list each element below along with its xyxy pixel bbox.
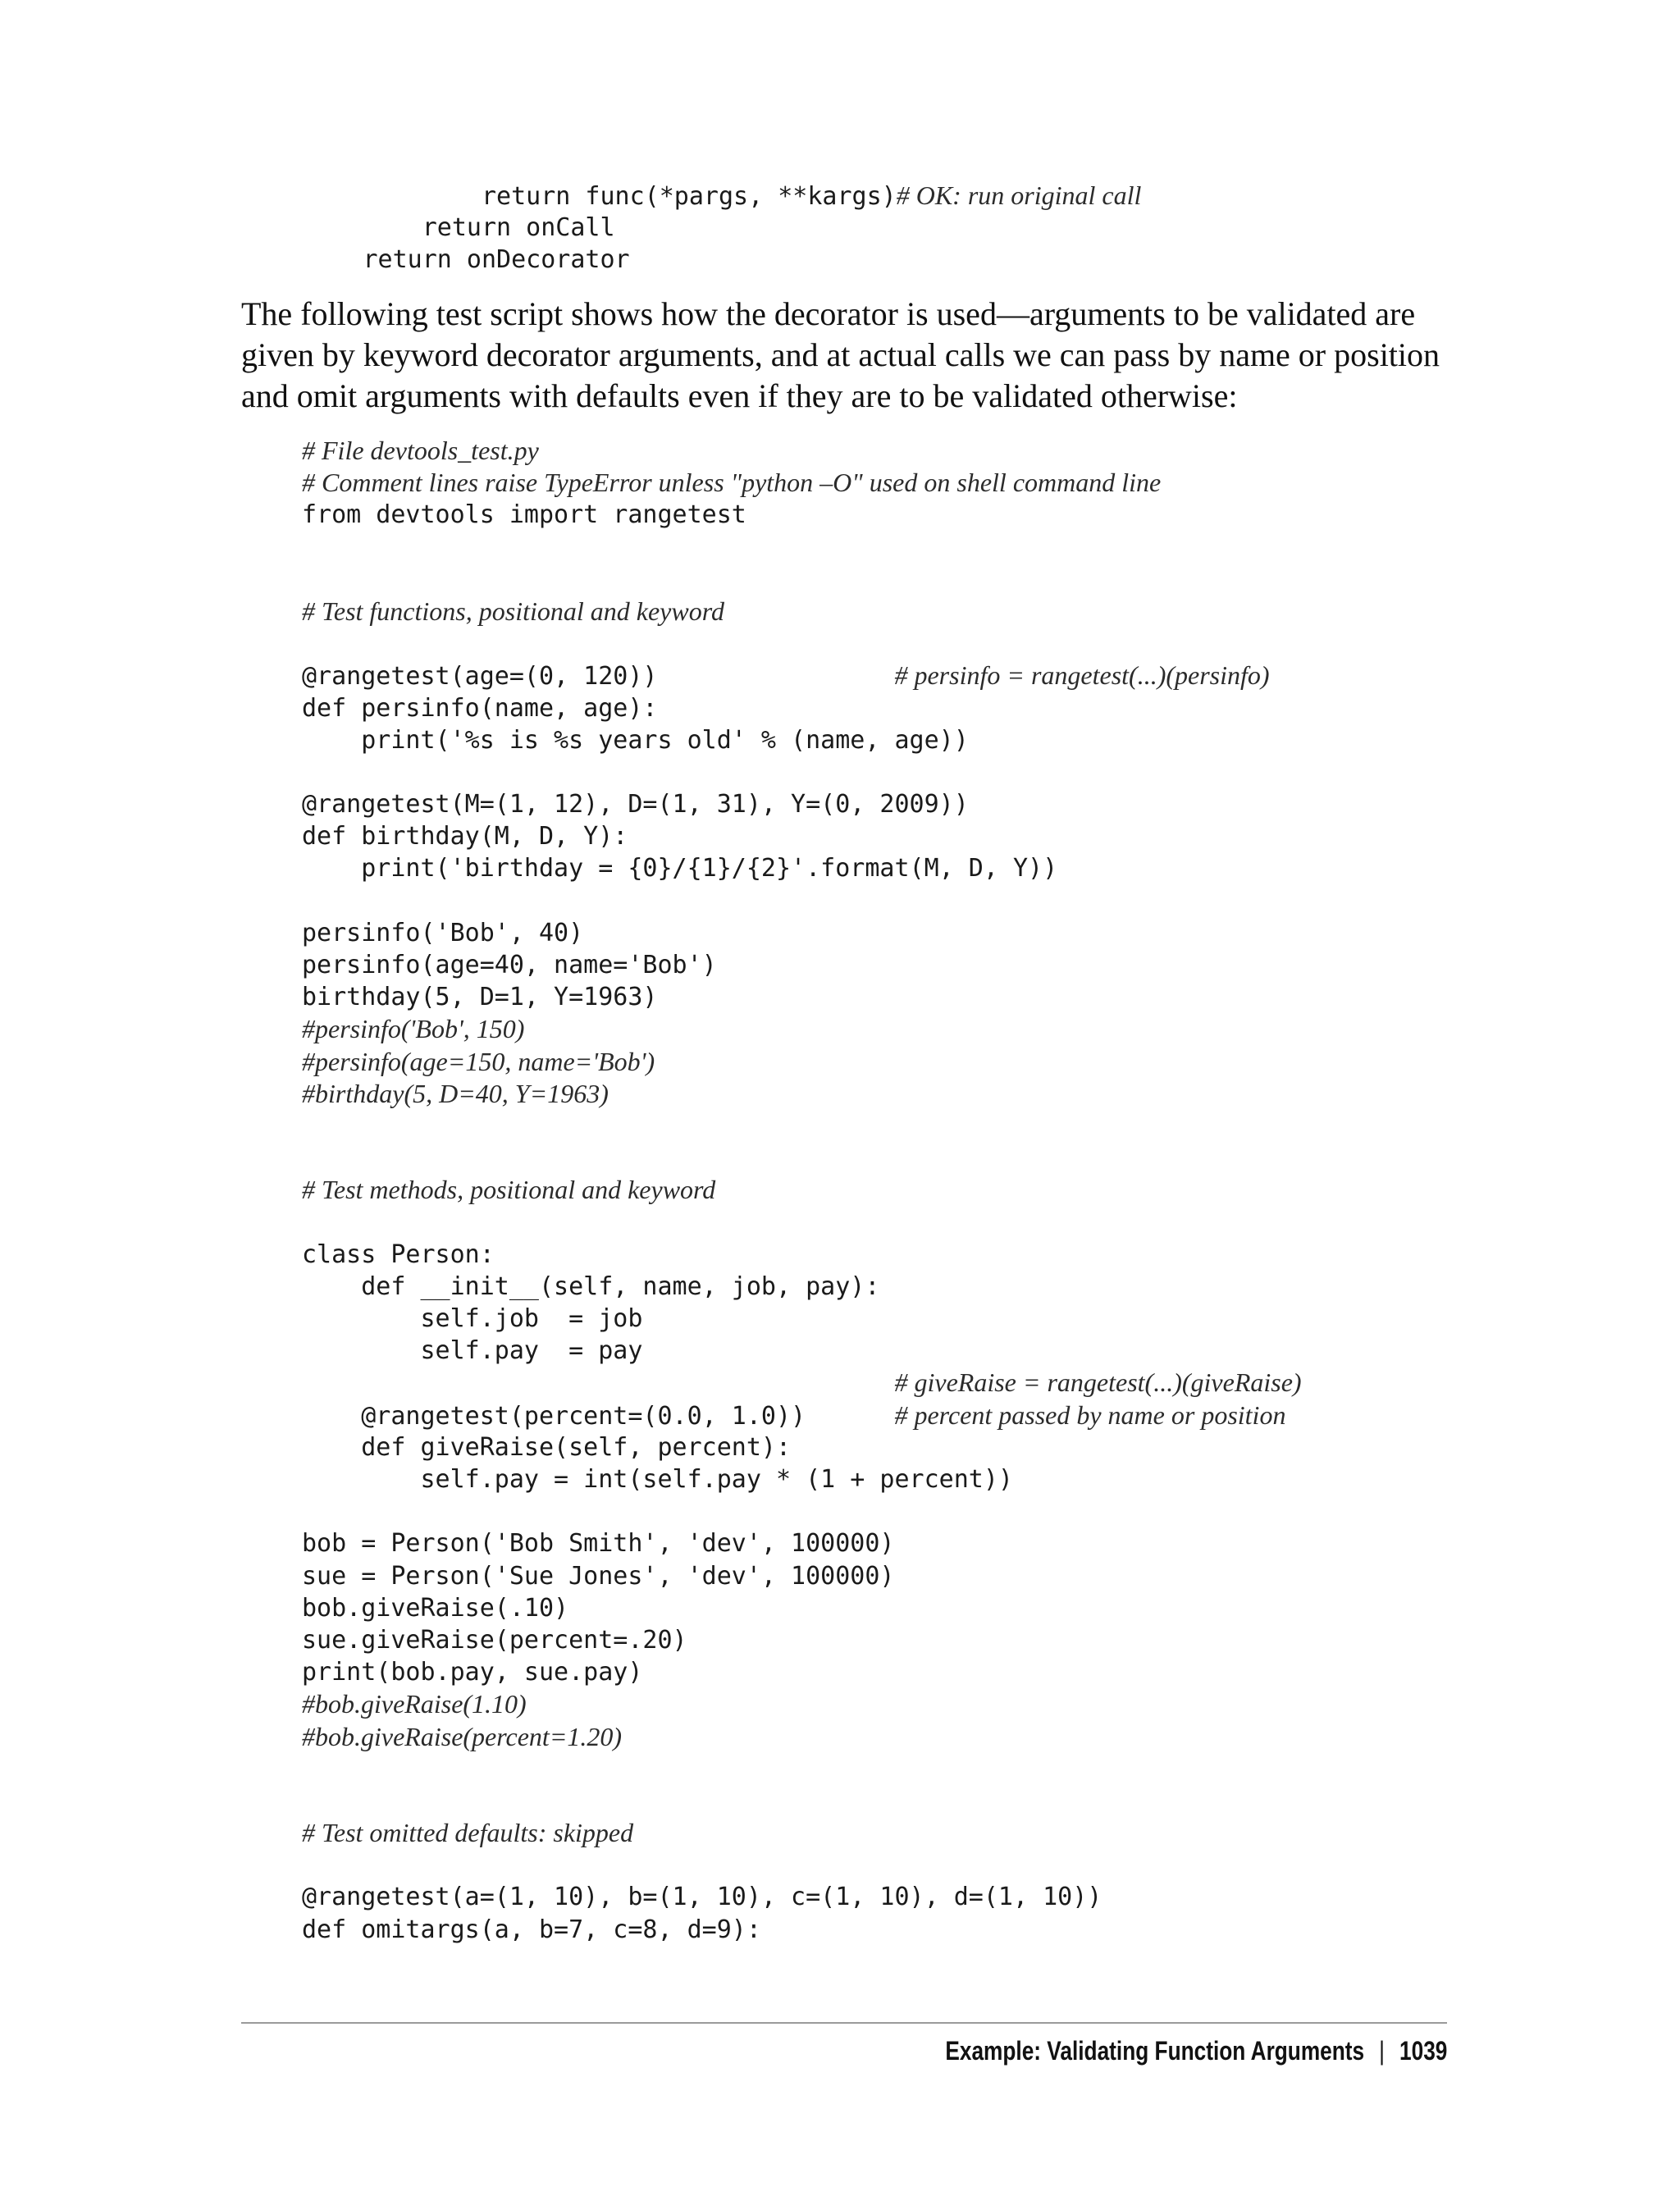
code-line (302, 1592, 1302, 1624)
code-line (302, 981, 1302, 1013)
code-text: def persinfo(name, age): (302, 693, 658, 723)
code-line (302, 1721, 1302, 1753)
code-line (302, 1142, 1302, 1174)
code-text: self.pay = pay (302, 1336, 643, 1366)
code-line (244, 212, 1141, 244)
code-text: @rangetest(percent=(0.0, 1.0)) (302, 1401, 895, 1431)
code-line (302, 917, 1302, 949)
code-comment: #persinfo('Bob', 150) (302, 1014, 525, 1044)
code-line (244, 244, 1141, 276)
code-line (302, 692, 1302, 724)
code-text: sue.giveRaise(percent=.20) (302, 1625, 687, 1655)
code-line (302, 1335, 1302, 1367)
code-line (302, 499, 1302, 531)
code-line (302, 1495, 1302, 1527)
code-line (302, 1463, 1302, 1495)
code-line (302, 596, 1302, 628)
code-line (302, 1110, 1302, 1142)
code-text: sue = Person('Sue Jones', 'dev', 100000) (302, 1561, 895, 1591)
body-paragraph: The following test script shows how the decorator is used—arguments to be validated are given by keyword decorator arguments, and at actual calls we can pass by name or position and omit arguments with defaults even if they are to be validated otherwise: (241, 295, 1440, 414)
code-comment: #persinfo(age=150, name='Bob') (302, 1046, 655, 1076)
code-line (302, 1271, 1302, 1303)
code-line (302, 1431, 1302, 1463)
code-line (302, 628, 1302, 660)
code-line (302, 788, 1302, 820)
code-line (302, 1753, 1302, 1785)
code-block-top (244, 180, 1141, 276)
code-comment: # Test methods, positional and keyword (302, 1175, 716, 1205)
code-line (302, 852, 1302, 884)
code-line (302, 467, 1302, 499)
code-line (302, 1785, 1302, 1817)
code-text: persinfo(age=40, name='Bob') (302, 951, 717, 979)
code-text: bob.giveRaise(.10) (302, 1593, 569, 1623)
code-line (302, 756, 1302, 788)
code-comment: # Comment lines raise TypeError unless "python –O" used on shell command line (302, 468, 1162, 498)
code-line (302, 1367, 1302, 1399)
code-line (302, 1817, 1302, 1849)
code-line (302, 1399, 1302, 1431)
code-comment: #bob.giveRaise(percent=1.20) (302, 1721, 623, 1751)
code-line (302, 532, 1302, 564)
page-footer (945, 2036, 1447, 2066)
code-text: def __init__(self, name, job, pay): (302, 1271, 880, 1301)
code-comment: # OK: run original call (896, 180, 1142, 210)
code-text: def giveRaise(self, percent): (302, 1432, 792, 1462)
code-text: def omitargs(a, b=7, c=8, d=9): (302, 1915, 761, 1944)
code-line (302, 1688, 1302, 1720)
code-text: birthday(5, D=1, Y=1963) (302, 983, 658, 1012)
code-text: return onCall (244, 213, 615, 243)
code-block-main (302, 435, 1302, 1946)
code-text: print('%s is %s years old' % (name, age)) (302, 725, 969, 755)
code-text: self.job = job (302, 1304, 643, 1334)
code-text: return func(*pargs, **kargs) (244, 182, 897, 211)
code-comment: # Test functions, positional and keyword (302, 596, 724, 626)
code-line (302, 1239, 1302, 1271)
code-line (302, 1174, 1302, 1206)
code-text: def birthday(M, D, Y): (302, 822, 628, 851)
code-line (302, 435, 1302, 467)
code-text: from devtools import rangetest (302, 500, 746, 530)
code-line (302, 564, 1302, 596)
code-text: self.pay = int(self.pay * (1 + percent)) (302, 1465, 1013, 1494)
code-text: @rangetest(M=(1, 12), D=(1, 31), Y=(0, 2009)) (302, 790, 969, 819)
footer-section-title: Example: Validating Function Arguments (944, 2036, 1364, 2066)
code-text: @rangetest(age=(0, 120)) (302, 662, 895, 692)
code-line (302, 1046, 1302, 1078)
code-line (302, 1656, 1302, 1688)
code-line (302, 949, 1302, 981)
code-line (302, 1303, 1302, 1335)
code-line (302, 885, 1302, 917)
footer-rule (241, 2022, 1447, 2024)
code-line (244, 180, 1141, 212)
code-text: print('birthday = {0}/{1}/{2}'.format(M, D, Y)) (302, 854, 1058, 883)
code-comment: # giveRaise = rangetest(...)(giveRaise) (894, 1367, 1302, 1398)
code-text: persinfo('Bob', 40) (302, 918, 584, 947)
code-text: return onDecorator (244, 245, 630, 275)
code-line (302, 660, 1302, 692)
code-line (302, 1013, 1302, 1045)
code-comment: # Test omitted defaults: skipped (302, 1818, 634, 1848)
code-line (302, 1881, 1302, 1913)
code-text: print(bob.pay, sue.pay) (302, 1658, 643, 1687)
code-comment: # percent passed by name or position (894, 1399, 1286, 1430)
code-line (302, 724, 1302, 756)
code-line (302, 1560, 1302, 1592)
code-text: bob = Person('Bob Smith', 'dev', 100000) (302, 1529, 895, 1559)
footer-separator: | (1378, 2036, 1385, 2066)
code-line (302, 820, 1302, 852)
code-text: @rangetest(a=(1, 10), b=(1, 10), c=(1, 10), d=(1, 10)) (302, 1883, 1102, 1912)
code-comment: # File devtools_test.py (302, 436, 539, 465)
code-comment: # persinfo = rangetest(...)(persinfo) (894, 660, 1270, 691)
code-line (302, 1624, 1302, 1656)
code-comment: #bob.giveRaise(1.10) (302, 1689, 527, 1719)
code-line (302, 1078, 1302, 1110)
page-number: 1039 (1399, 2036, 1447, 2066)
code-comment: #birthday(5, D=40, Y=1963) (302, 1078, 609, 1108)
code-line (302, 1849, 1302, 1881)
code-text: class Person: (302, 1239, 495, 1269)
code-line (302, 1527, 1302, 1559)
code-text (302, 1369, 894, 1398)
code-line (302, 1207, 1302, 1239)
code-line (302, 1914, 1302, 1946)
